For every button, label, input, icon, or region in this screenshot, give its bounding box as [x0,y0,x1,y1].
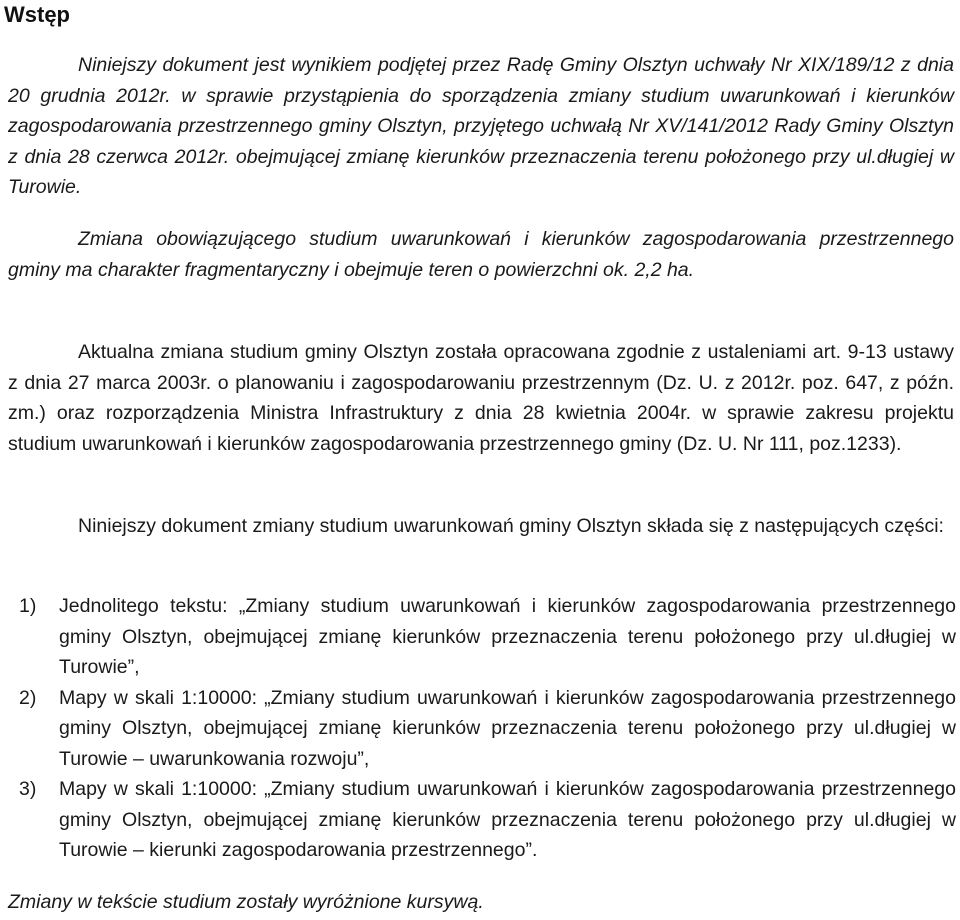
list-item-number: 2) [19,686,37,709]
intro-text: Niniejszy dokument jest wynikiem podjętej przez Radę Gminy Olsztyn uchwały Nr XIX/189/12 z dnia 20 grudnia 2012r. w sprawie przystąpienia do sporządzenia zmiany studium uwarunkowań i kierunków zagospodarowania przestrzennego gminy Olsztyn, przyjętego uchwałą Nr XV/141/2012 Rady Gminy Olsztyn z dnia 28 czerwca 2012r. obejmującej zmianę kierunków przeznaczenia terenu położonego przy ul.długiej w Turowie. [8,54,954,198]
list-item-text: Mapy w skali 1:10000: „Zmiany studium uwarunkowań i kierunków zagospodarowania przestrzennego gminy Olsztyn, obejmującej zmianę kierunków przeznaczenia terenu położonego przy ul.długiej w Turowie – kierunki zagospodarowania przestrzennego”. [59,778,956,861]
legal-basis-paragraph [8,337,954,459]
section-heading: Wstęp [4,2,70,27]
scope-text: Zmiana obowiązującego studium uwarunkowań i kierunków zagospodarowania przestrzennego gminy ma charakter fragmentaryczny i obejmuje teren o powierzchni ok. 2,2 ha. [8,228,954,281]
list-item-number: 3) [19,778,37,800]
parts-intro-text: Niniejszy dokument zmiany studium uwarunkowań gminy Olsztyn składa się z następujących części: [78,515,944,537]
intro-paragraph [8,50,954,203]
parts-list [0,591,956,866]
parts-intro-paragraph [8,511,954,542]
list-item-text: Mapy w skali 1:10000: „Zmiany studium uwarunkowań i kierunków zagospodarowania przestrzennego gminy Olsztyn, obejmującej zmianę kierunków przeznaczenia terenu położonego przy ul.długiej w Turowie – uwarunkowania rozwoju”, [59,686,956,770]
list-item [0,774,956,866]
list-item [0,683,956,775]
list-item-text: Jednolitego tekstu: „Zmiany studium uwarunkowań i kierunków zagospodarowania przestrzennego gminy Olsztyn, obejmującej zmianę kierunków przeznaczenia terenu położonego przy ul.długiej w Turowie”, [59,595,956,678]
list-item [0,591,956,683]
footer-note: Zmiany w tekście studium zostały wyróżnione kursywą. [8,891,484,913]
scope-paragraph [8,224,954,285]
legal-basis-text: Aktualna zmiana studium gminy Olsztyn została opracowana zgodnie z ustaleniami art. 9-13 ustawy z dnia 27 marca 2003r. o planowaniu i zagospodarowaniu przestrzennym (Dz. U. z 2012r. poz. 647, z późn. zm.) oraz rozporządzenia Ministra Infrastruktury z dnia 28 kwietnia 2004r. w sprawie zakresu projektu studium uwarunkowań i kierunków zagospodarowania przestrzennego gminy (Dz. U. Nr 111, poz.1233). [8,341,954,455]
list-item-number: 1) [19,595,37,617]
